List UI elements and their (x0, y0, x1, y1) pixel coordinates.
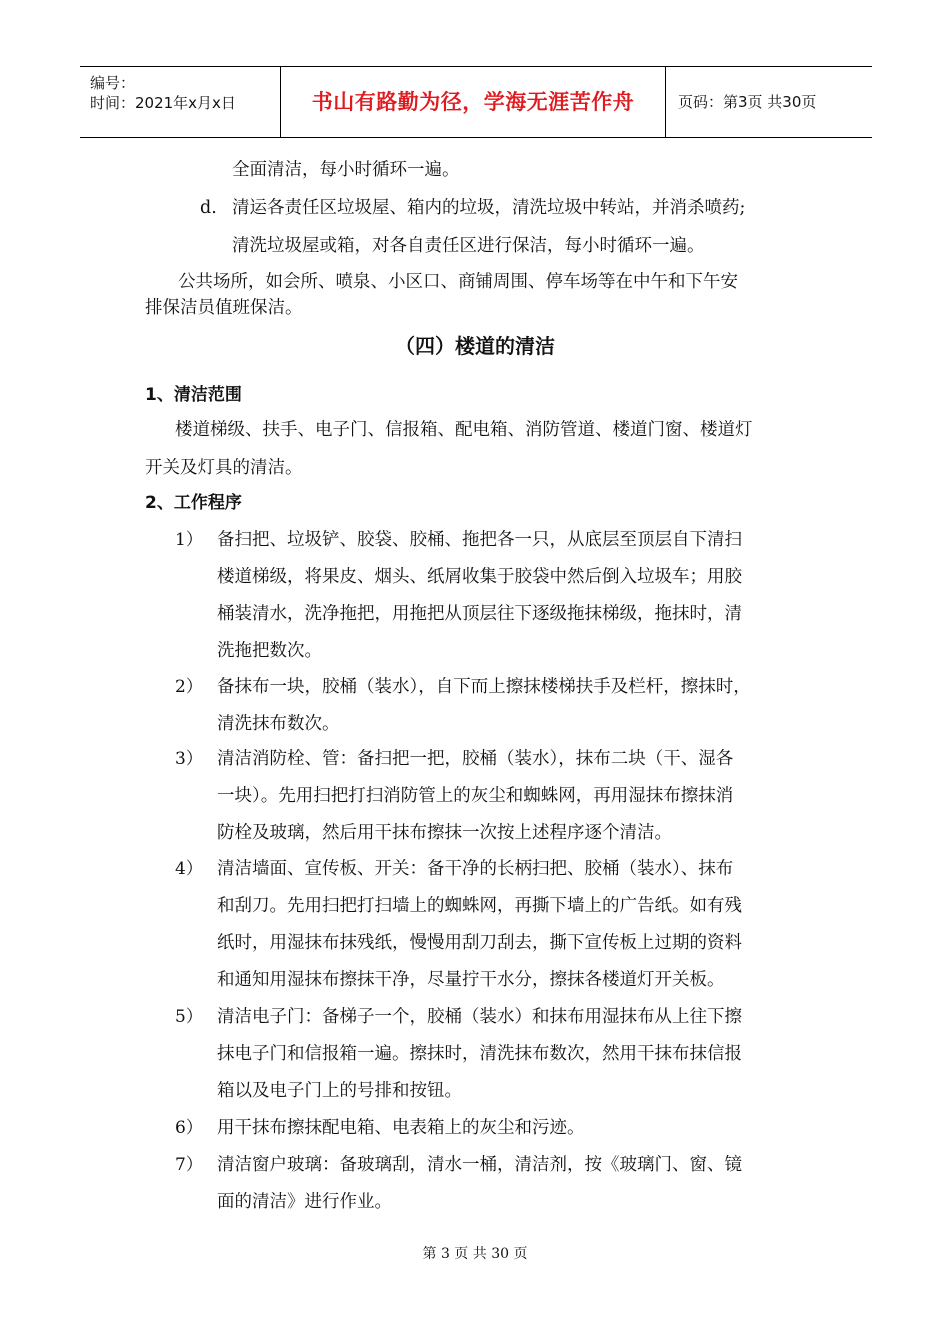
procedure-item-line: 桶装清水，洗净拖把，用拖把从顶层往下逐级拖抹梯级，拖抹时，清 (217, 604, 742, 624)
d-line-1: 清运各责任区垃圾屋、箱内的垃圾，清洗垃圾中转站，并消杀喷药; (232, 198, 746, 218)
procedure-item-line: 清洁电子门：备梯子一个，胶桶（装水）和抹布用湿抹布从上往下擦 (217, 1007, 742, 1027)
procedure-item-line: 和通知用湿抹布擦抹干净，尽量拧干水分，擦抹各楼道灯开关板。 (217, 970, 725, 990)
page-footer: 第 3 页 共 30 页 (422, 1246, 528, 1262)
procedure-item-line: 和刮刀。先用扫把打扫墙上的蜘蛛网，再撕下墙上的广告纸。如有残 (217, 896, 742, 916)
header-meta (80, 67, 280, 137)
top-line-1: 全面清洁，每小时循环一遍。 (232, 160, 460, 180)
procedure-item-line: 用干抹布擦抹配电箱、电表箱上的灰尘和污迹。 (217, 1118, 585, 1138)
procedure-item-line: 纸时，用湿抹布抹残纸，慢慢用刮刀刮去，撕下宣传板上过期的资料 (217, 933, 742, 953)
procedure-item-number: 5） (175, 1007, 203, 1027)
procedure-item-line: 楼道梯级，将果皮、烟头、纸屑收集于胶袋中然后倒入垃圾车；用胶 (217, 567, 742, 587)
procedure-item-number: 3） (175, 749, 203, 769)
procedure-item-number: 7） (175, 1155, 203, 1175)
section-title: （四）楼道的清洁 (395, 334, 555, 358)
procedure-item-number: 6） (175, 1118, 203, 1138)
procedure-item-number: 1） (175, 530, 203, 550)
procedure-item-line: 备扫把、垃圾铲、胶袋、胶桶、拖把各一只，从底层至顶层自下清扫 (217, 530, 742, 550)
procedure-item-line: 备抹布一块，胶桶（装水），自下而上擦抹楼梯扶手及栏杆，擦抹时， (217, 677, 751, 697)
procedure-item-line: 清洁消防栓、管：备扫把一把，胶桶（装水），抹布二块（干、湿各 (217, 749, 734, 769)
procedure-item-line: 一块）。先用扫把打扫消防管上的灰尘和蜘蛛网，再用湿抹布擦抹消 (217, 786, 734, 806)
page-header (80, 66, 872, 138)
procedure-item-line: 抹电子门和信报箱一遍。擦抹时，清洗抹布数次，然用干抹布抹信报 (217, 1044, 742, 1064)
procedure-item-line: 面的清洁》进行作业。 (217, 1192, 392, 1212)
code-label: 编号： (90, 74, 136, 92)
procedure-item-line: 防栓及玻璃，然后用干抹布擦抹一次按上述程序逐个清洁。 (217, 823, 672, 843)
scope-heading: 1、清洁范围 (145, 385, 242, 405)
procedure-item-number: 4） (175, 859, 203, 879)
procedure-item-line: 清洁墙面、宣传板、开关：备干净的长柄扫把、胶桶（装水）、抹布 (217, 859, 734, 879)
public-line-2: 排保洁员值班保洁。 (145, 298, 303, 318)
procedure-item-line: 清洗抹布数次。 (217, 714, 340, 734)
scope-line-1: 楼道梯级、扶手、电子门、信报箱、配电箱、消防管道、楼道门窗、楼道灯 (175, 420, 753, 440)
time-label: 时间：2021年x月x日 (90, 94, 236, 112)
scope-line-2: 开关及灯具的清洁。 (145, 458, 303, 478)
d-line-2: 清洗垃圾屋或箱，对各自责任区进行保洁，每小时循环一遍。 (232, 236, 705, 256)
procedure-item-line: 箱以及电子门上的号排和按钮。 (217, 1081, 462, 1101)
header-motto: 书山有路勤为径，学海无涯苦作舟 (280, 67, 666, 137)
procedure-heading: 2、工作程序 (145, 493, 242, 513)
procedure-item-number: 2） (175, 677, 203, 697)
procedure-item-line: 清洁窗户玻璃：备玻璃刮，清水一桶，清洁剂，按《玻璃门、窗、镜 (217, 1155, 742, 1175)
d-marker: d. (200, 198, 217, 218)
public-line-1: 公共场所，如会所、喷泉、小区口、商铺周围、停车场等在中午和下午安 (178, 272, 738, 292)
procedure-item-line: 洗拖把数次。 (217, 641, 322, 661)
header-page-label: 页码：第3页 共30页 (678, 93, 817, 111)
